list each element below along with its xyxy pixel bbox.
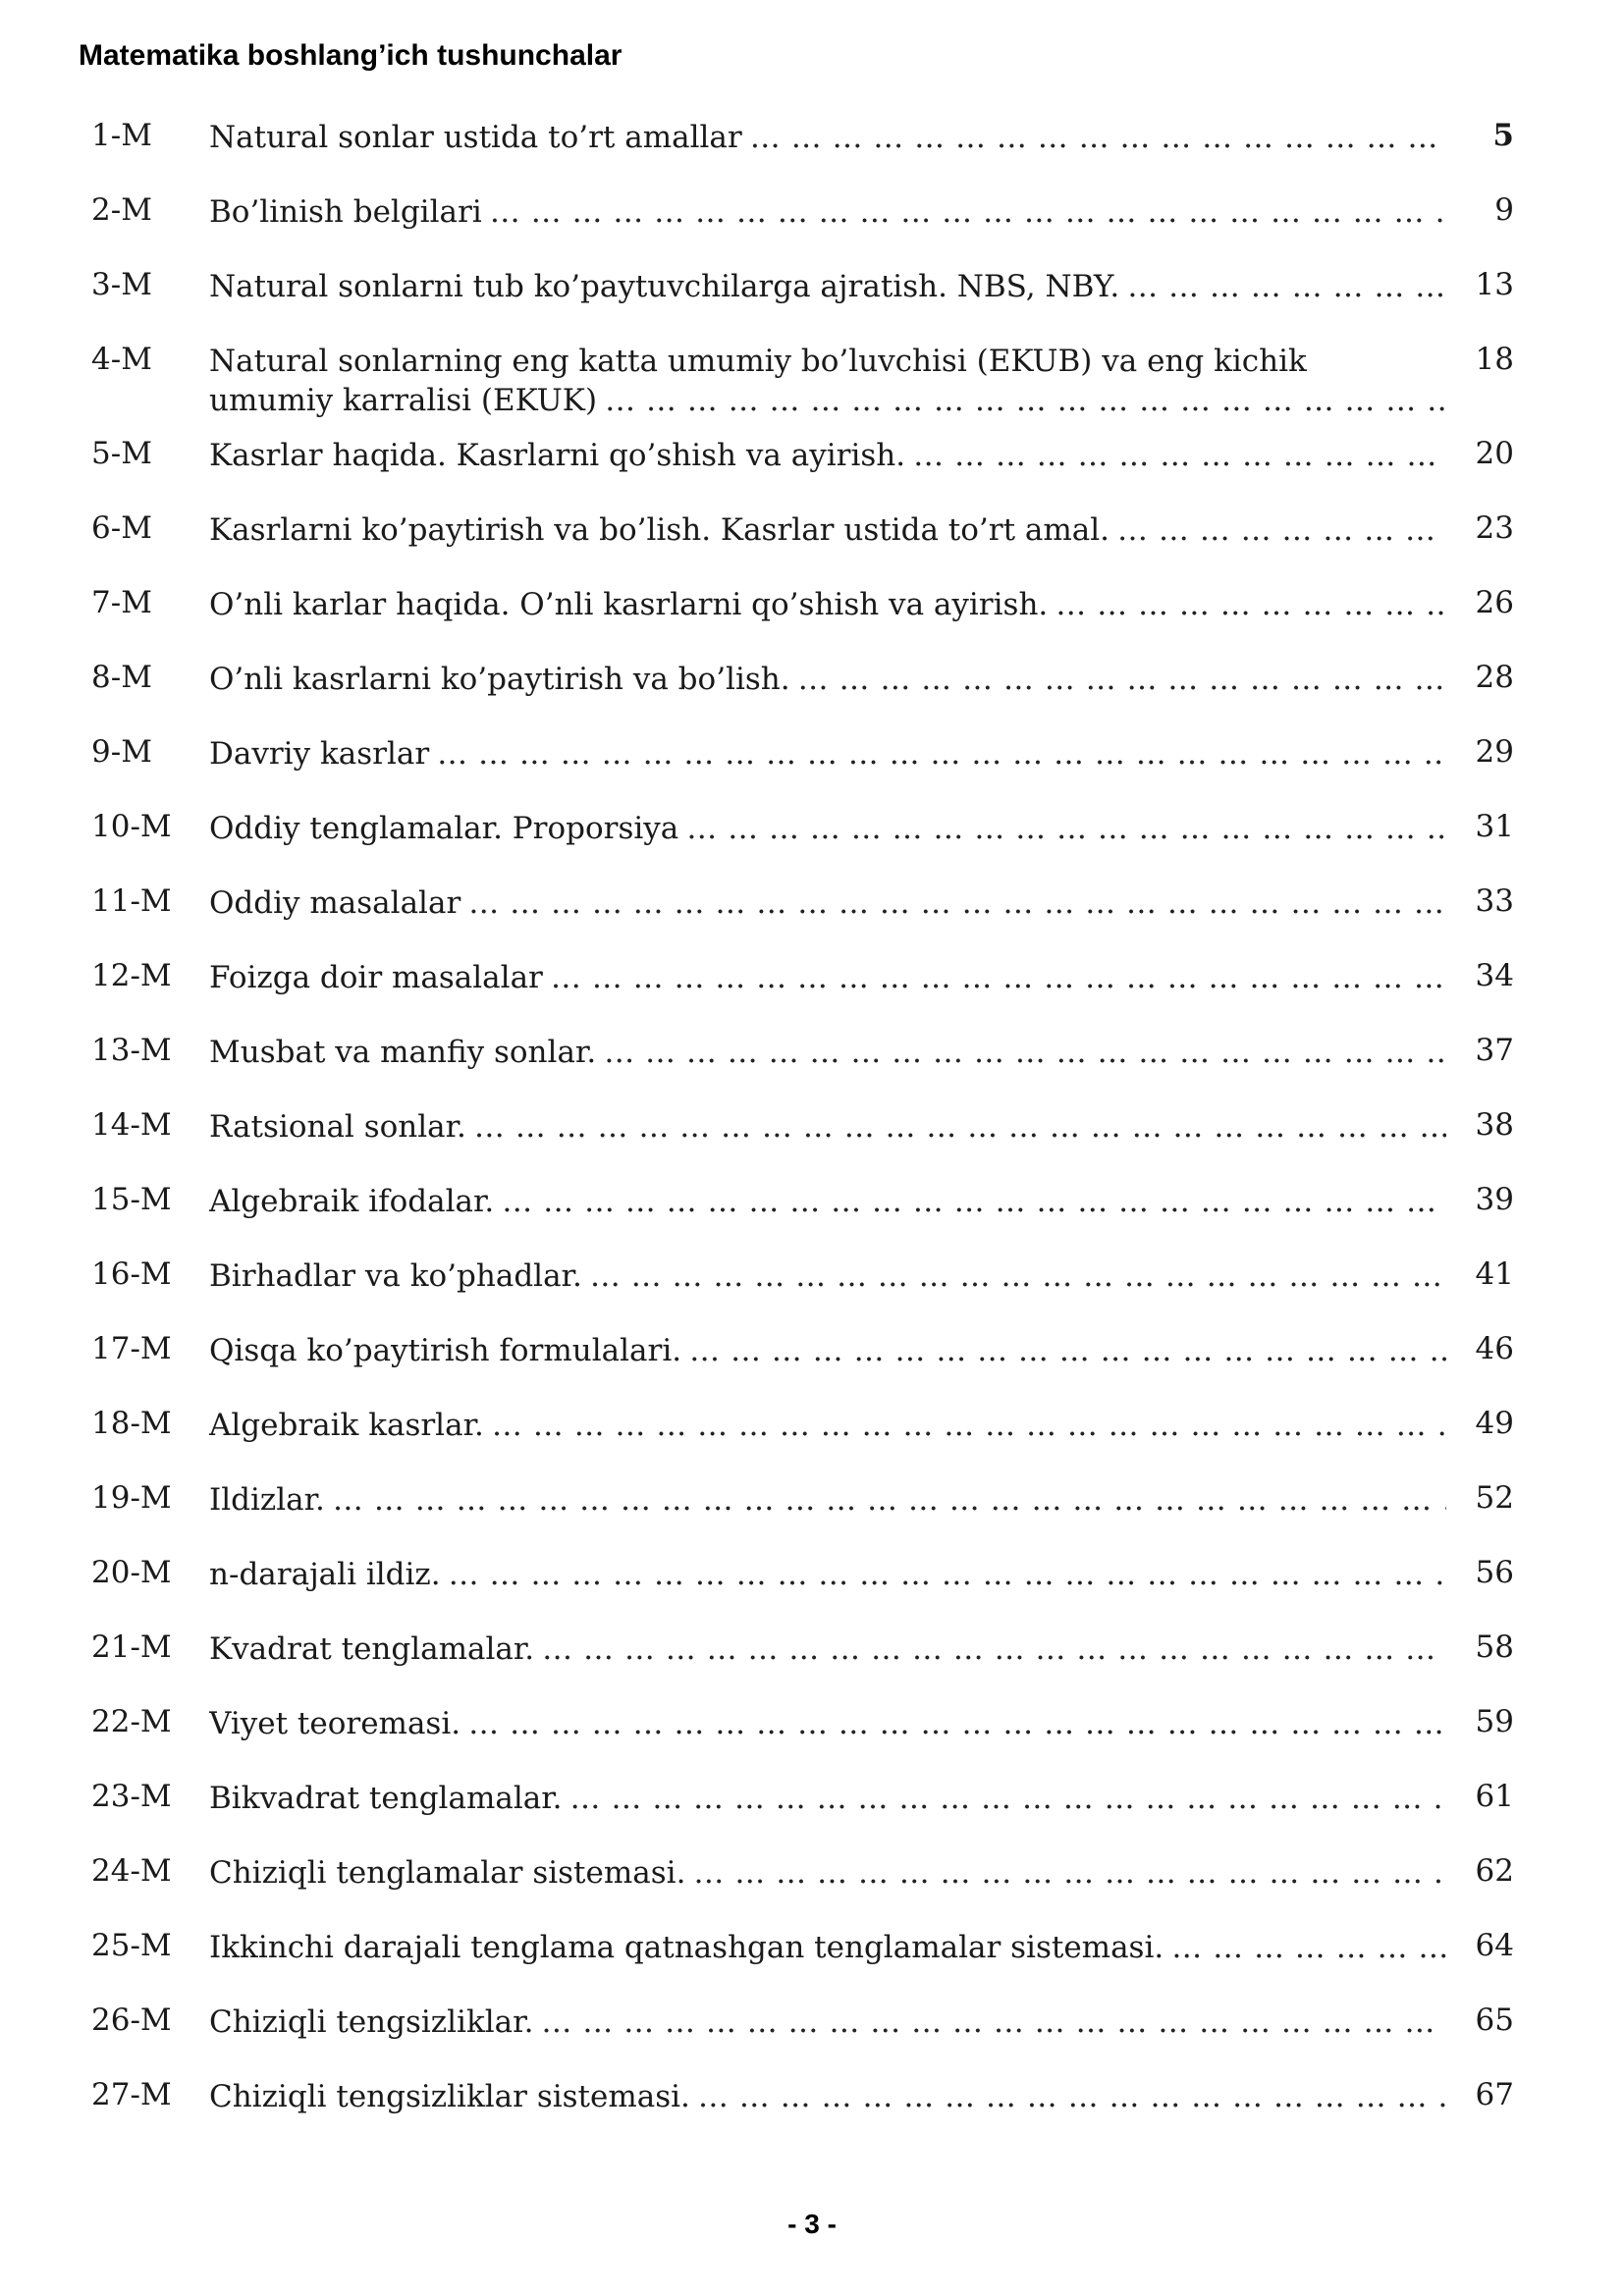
toc-entry-number: 5-M [91,436,152,471]
toc-entry[interactable] [0,1620,1624,1694]
toc-entry-number: 3-M [91,267,152,302]
toc-entry-title-text: Ikkinchi darajali tenglama qatnashgan tenglamalar sistemasi. [209,1930,1164,1965]
toc-leader-dots [437,734,1446,774]
toc-entry-number: 24-M [91,1853,172,1889]
toc-entry-title [209,192,1446,232]
toc-entry-title-text: Bikvadrat tenglamalar. [209,1781,563,1816]
toc-entry-title [209,1779,1446,1818]
toc-entry-number: 15-M [91,1182,172,1217]
toc-entry-number: 10-M [91,809,172,844]
toc-entry-title [209,1033,1446,1072]
toc-entry-title [209,1480,1446,1520]
toc-entry-number: 12-M [91,958,172,993]
toc-entry-number: 1-M [91,118,152,153]
toc-entry-title-text: Foizga doir masalalar [209,960,543,995]
toc-entry-number: 8-M [91,660,152,695]
toc-leader-dots [605,381,1446,420]
toc-entry-title-text: umumiy karralisi (EKUK) [209,383,598,418]
toc-entry[interactable] [0,2067,1624,2142]
toc-entry[interactable] [0,1321,1624,1396]
toc-entry-number: 16-M [91,1256,172,1292]
toc-entry[interactable] [0,1470,1624,1545]
toc-entry-title-text: Qisqa ko’paytirish formulalari. [209,1333,682,1368]
toc-entry-title-text: Oddiy tenglamalar. Proporsiya [209,811,679,846]
toc-entry[interactable] [0,1023,1624,1097]
toc-entry-page: 39 [1475,1182,1514,1217]
toc-entry-page: 58 [1475,1629,1514,1665]
toc-entry[interactable] [0,575,1624,650]
toc-entry-page: 28 [1475,660,1514,695]
toc-entry-title [209,1107,1446,1147]
page-number: - 3 - [787,2209,837,2239]
toc-entry-page: 33 [1475,883,1514,919]
page-header-title: Matematika boshlang’ich tushunchalar [79,39,623,72]
toc-entry-title [209,2002,1446,2042]
toc-entry[interactable] [0,1769,1624,1843]
toc-entry-title [209,267,1446,306]
toc-entry-title-text: Chiziqli tenglamalar sistemasi. [209,1855,686,1891]
toc-entry-number: 26-M [91,2002,172,2038]
toc-entry-number: 17-M [91,1331,172,1366]
toc-entry-page: 67 [1475,2077,1514,2112]
toc-entry[interactable] [0,1097,1624,1172]
toc-leader-dots [569,1779,1446,1818]
toc-entry-page: 62 [1475,1853,1514,1889]
toc-entry-title [209,958,1446,997]
toc-leader-dots [698,2077,1446,2116]
toc-entry-page: 49 [1475,1406,1514,1441]
toc-entry-title [209,436,1446,475]
toc-entry[interactable] [0,108,1624,183]
toc-entry-title-text: Algebraik ifodalar. [209,1184,495,1219]
toc-entry-title [209,1406,1446,1445]
toc-entry-page: 65 [1475,2002,1514,2038]
toc-entry-title-text: Kasrlar haqida. Kasrlarni qo’shish va ayirish. [209,438,906,473]
toc-entry-number: 25-M [91,1928,172,1963]
toc-leader-dots [693,1853,1446,1893]
toc-entry-page: 20 [1475,436,1514,471]
toc-leader-dots [1056,585,1446,624]
toc-entry-page: 13 [1475,267,1514,302]
toc-leader-dots [913,436,1446,475]
toc-entry-number: 2-M [91,192,152,228]
toc-leader-dots [474,1107,1446,1147]
toc-entry-page: 26 [1475,585,1514,620]
toc-entry-title [209,585,1446,624]
toc-entry-number: 7-M [91,585,152,620]
toc-entry-title [209,1555,1446,1594]
toc-entry-page: 52 [1475,1480,1514,1516]
toc-entry-title [209,1182,1446,1221]
toc-entry-page: 37 [1475,1033,1514,1068]
toc-entry[interactable] [0,332,1624,426]
toc-entry-title-text: Kvadrat tenglamalar. [209,1631,535,1667]
toc-entry-number: 14-M [91,1107,172,1143]
toc-leader-dots [689,1331,1446,1370]
toc-entry[interactable] [0,874,1624,948]
toc-entry[interactable] [0,1993,1624,2067]
toc-entry-page: 9 [1494,192,1514,228]
toc-entry-number: 18-M [91,1406,172,1441]
toc-entry-title-text: Natural sonlar ustida to’rt amallar [209,120,742,155]
toc-entry-title [209,1256,1446,1296]
toc-entry-title [209,118,1446,157]
toc-entry-number: 23-M [91,1779,172,1814]
toc-entry[interactable] [0,501,1624,575]
toc-entry-number: 11-M [91,883,172,919]
toc-entry-title-text: Bo’linish belgilari [209,194,482,230]
toc-entry-title [209,883,1446,923]
toc-entry-title-text: Ildizlar. [209,1482,325,1518]
toc-leader-dots [542,1629,1446,1669]
toc-entry-title [209,1629,1446,1669]
toc-entry-title-text: O’nli karlar haqida. O’nli kasrlarni qo’shish va ayirish. [209,587,1049,622]
toc-entry-number: 9-M [91,734,152,770]
toc-leader-dots [1127,267,1446,306]
toc-entry-page: 5 [1492,118,1514,153]
toc-entry-title-text: Birhadlar va ko’phadlar. [209,1258,582,1294]
toc-entry-title [209,734,1446,774]
toc-entry-title-text: Natural sonlarni tub ko’paytuvchilarga ajratish. NBS, NBY. [209,269,1120,304]
toc-entry-title-text: Ratsional sonlar. [209,1109,466,1145]
toc-entry-page: 38 [1475,1107,1514,1143]
toc-entry-title-text: Davriy kasrlar [209,736,430,772]
toc-leader-dots [551,958,1446,997]
table-of-contents [0,108,1624,2142]
toc-entry[interactable] [0,1918,1624,1993]
toc-entry-title [209,1928,1446,1967]
toc-leader-dots [1171,1928,1446,1967]
toc-entry-title-text: O’nli kasrlarni ko’paytirish va bo’lish. [209,662,790,697]
toc-entry-title-text: Algebraik kasrlar. [209,1408,484,1443]
toc-entry-page: 34 [1475,958,1514,993]
toc-leader-dots [541,2002,1446,2042]
toc-entry[interactable] [0,257,1624,332]
toc-leader-dots [686,809,1446,848]
toc-entry-title [209,510,1446,550]
toc-entry[interactable] [0,948,1624,1023]
toc-entry[interactable] [0,1694,1624,1769]
toc-entry[interactable] [0,1172,1624,1247]
toc-entry-page: 64 [1475,1928,1514,1963]
toc-leader-dots [590,1256,1446,1296]
toc-leader-dots [798,660,1446,699]
toc-entry[interactable] [0,1247,1624,1321]
toc-entry[interactable] [0,1396,1624,1470]
toc-entry-page: 18 [1475,342,1514,377]
toc-entry[interactable] [0,1545,1624,1620]
toc-entry-page: 46 [1475,1331,1514,1366]
toc-entry-title-text: Oddiy masalalar [209,885,461,921]
toc-entry-title [209,342,1446,420]
toc-entry-title-text: Kasrlarni ko’paytirish va bo’lish. Kasrlar ustida to’rt amal. [209,512,1110,548]
toc-entry-number: 4-M [91,342,152,377]
toc-entry-title-text: Chiziqli tengsizliklar. [209,2004,534,2040]
toc-entry-title [209,2077,1446,2116]
toc-entry-title [209,660,1446,699]
toc-leader-dots [1117,510,1446,550]
toc-leader-dots [604,1033,1446,1072]
toc-leader-dots [468,883,1446,923]
toc-entry[interactable] [0,799,1624,874]
toc-entry-page: 56 [1475,1555,1514,1590]
toc-entry[interactable] [0,183,1624,257]
toc-entry-page: 41 [1475,1256,1514,1292]
toc-entry-title [209,1704,1446,1743]
toc-entry-title-text: Viyet teoremasi. [209,1706,461,1741]
toc-entry-title-text: n-darajali ildiz. [209,1557,441,1592]
toc-leader-dots [502,1182,1446,1221]
toc-leader-dots [333,1480,1446,1520]
toc-entry-title [209,1331,1446,1370]
toc-entry-number: 6-M [91,510,152,546]
toc-leader-dots [468,1704,1446,1743]
toc-entry[interactable] [0,426,1624,501]
toc-leader-dots [490,192,1446,232]
toc-entry-number: 21-M [91,1629,172,1665]
toc-entry[interactable] [0,724,1624,799]
toc-entry-number: 13-M [91,1033,172,1068]
toc-entry-title [209,809,1446,848]
toc-leader-dots [750,118,1446,157]
toc-leader-dots [492,1406,1446,1445]
toc-entry[interactable] [0,1843,1624,1918]
toc-entry-page: 29 [1475,734,1514,770]
toc-entry-number: 22-M [91,1704,172,1739]
toc-entry-page: 31 [1475,809,1514,844]
toc-entry-page: 61 [1475,1779,1514,1814]
toc-entry-number: 19-M [91,1480,172,1516]
toc-entry-number: 27-M [91,2077,172,2112]
toc-entry-page: 59 [1475,1704,1514,1739]
toc-entry[interactable] [0,650,1624,724]
toc-entry-page: 23 [1475,510,1514,546]
toc-entry-number: 20-M [91,1555,172,1590]
toc-entry-title-text: Natural sonlarning eng katta umumiy bo’luvchisi (EKUB) va eng kichik [209,344,1307,379]
toc-leader-dots [449,1555,1446,1594]
toc-entry-title [209,1853,1446,1893]
toc-entry-title-text: Chiziqli tengsizliklar sistemasi. [209,2079,690,2114]
toc-entry-title-text: Musbat va manfiy sonlar. [209,1035,597,1070]
